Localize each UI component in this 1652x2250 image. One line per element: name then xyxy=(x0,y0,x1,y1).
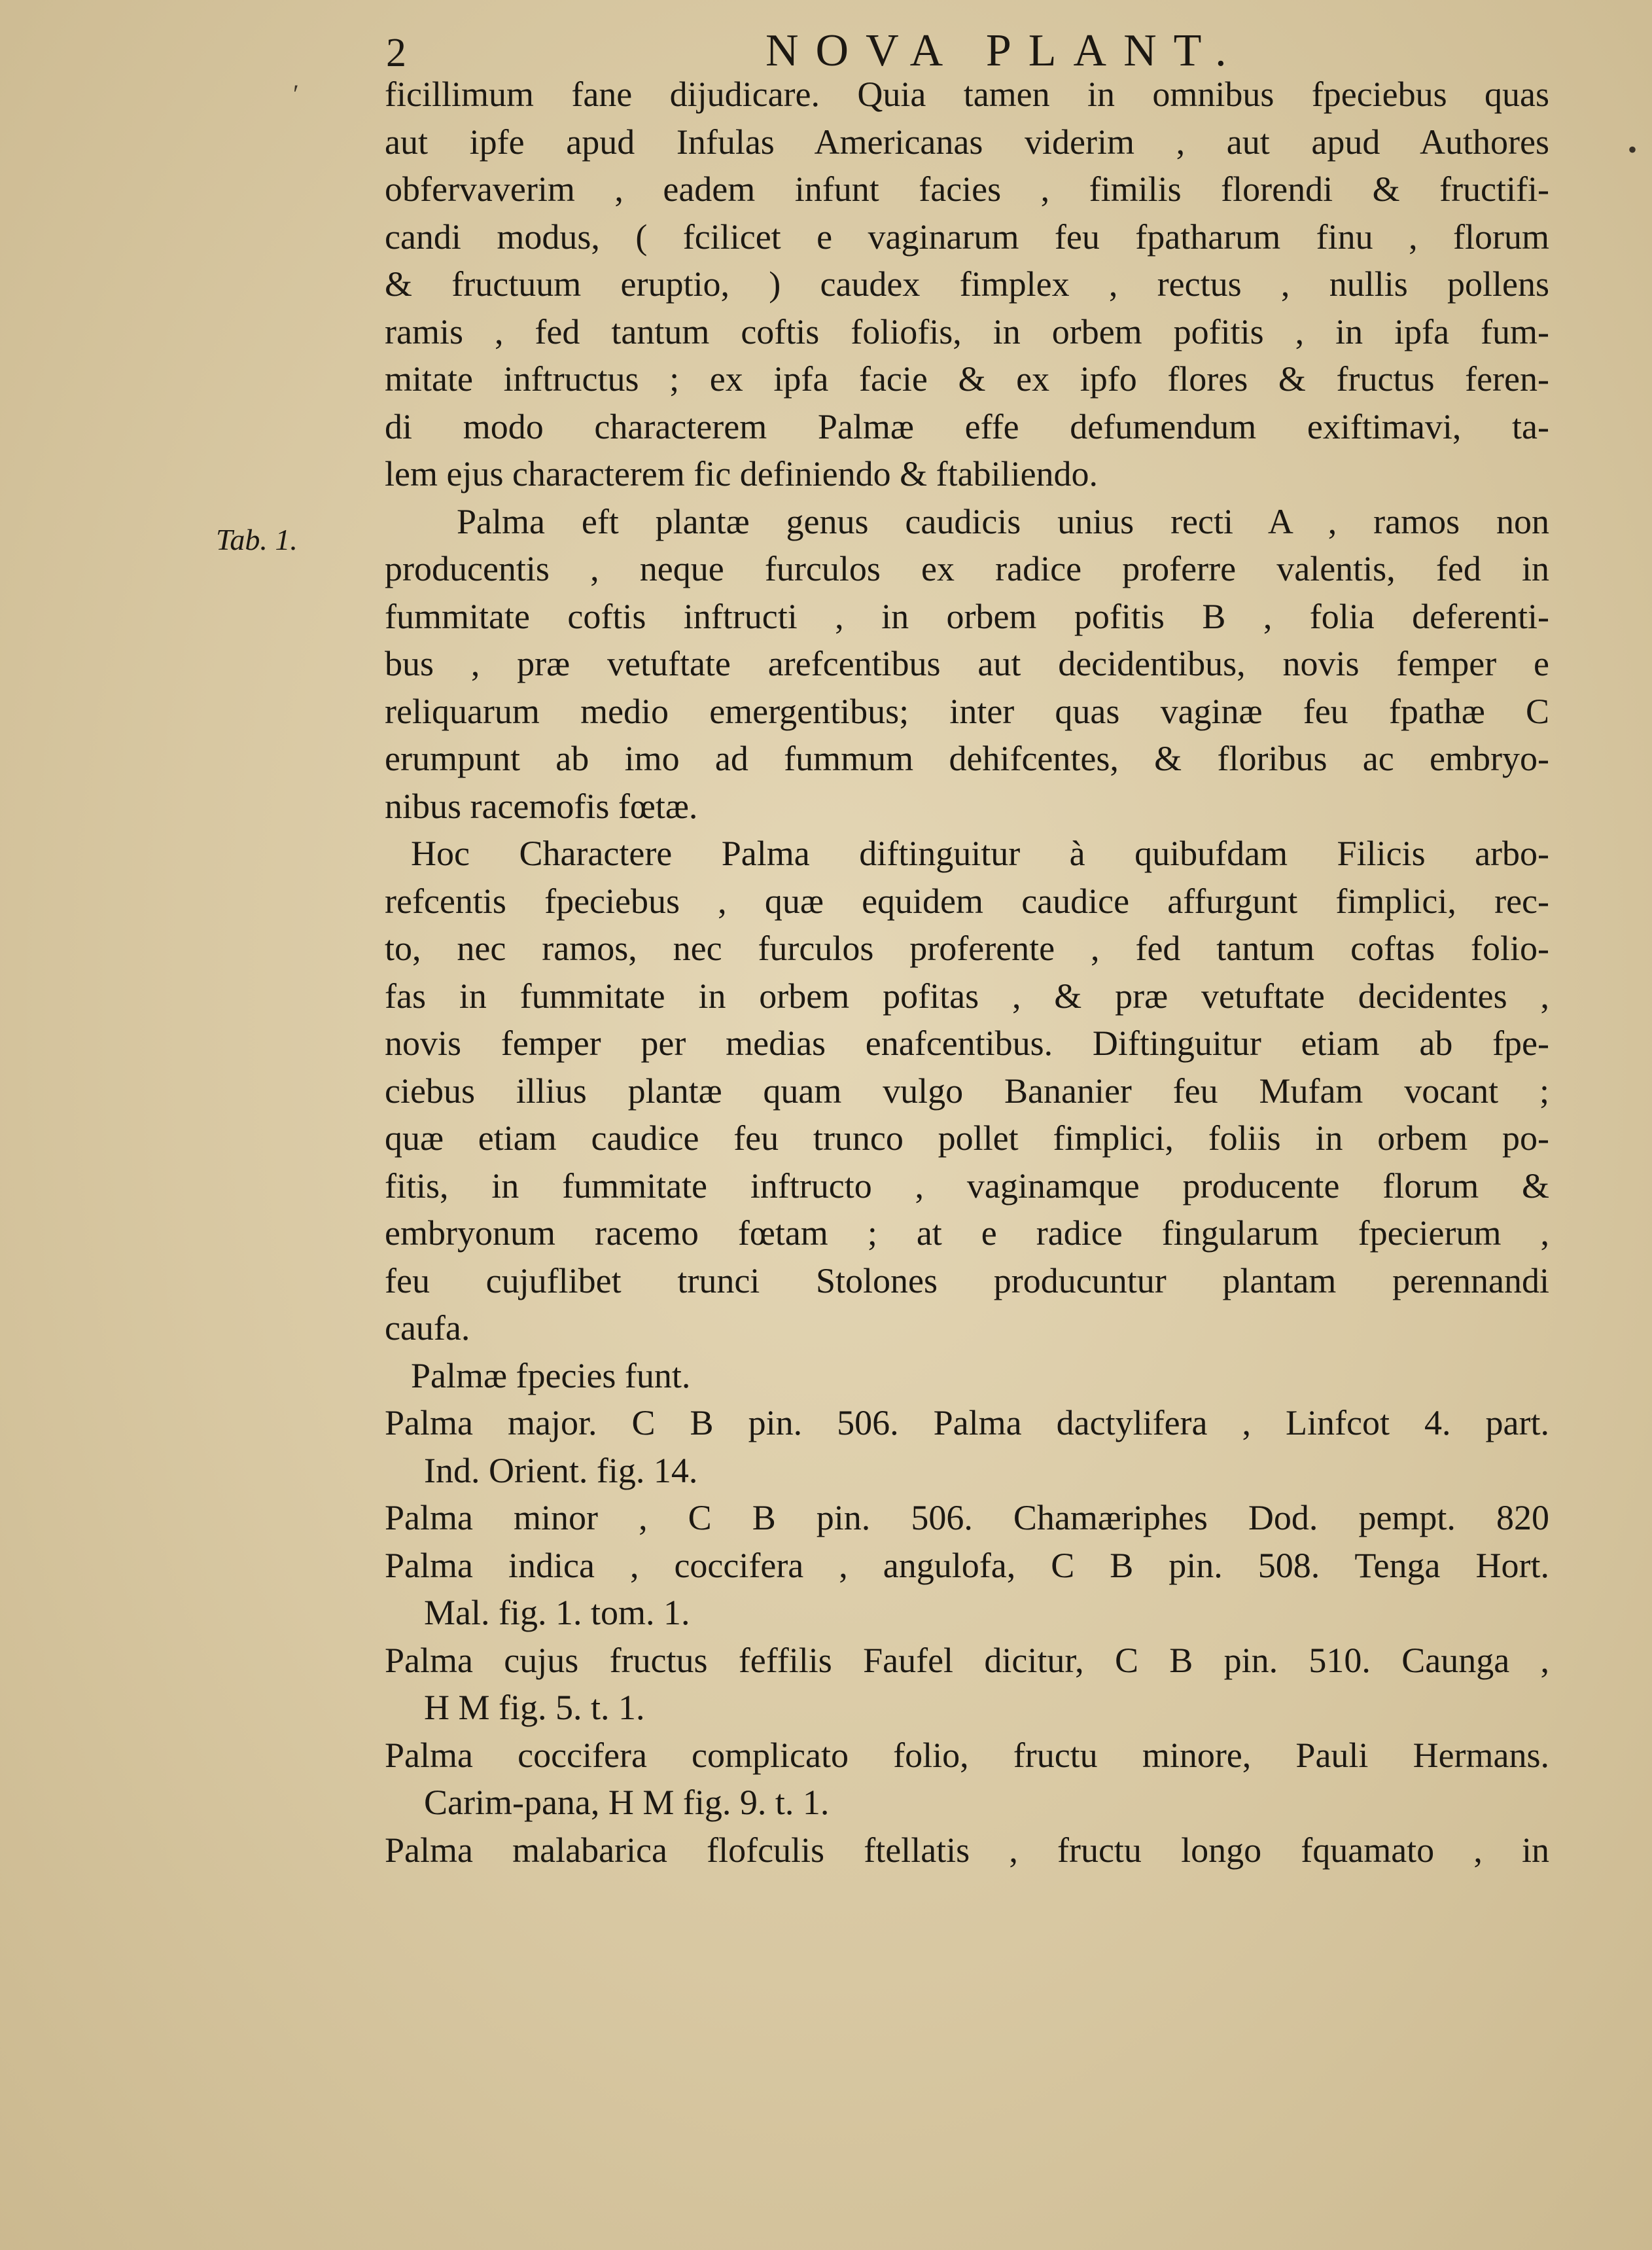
text-line: to, nec ramos, nec furculos proferente , fed tantum coftas folio- xyxy=(385,929,1549,968)
text-line: producentis , neque furculos ex radice proferre valentis, fed in xyxy=(385,549,1549,588)
text-line: bus , præ vetuftate arefcentibus aut decidentibus, novis femper e xyxy=(385,644,1549,683)
margin-dot-mark: • xyxy=(1628,135,1638,164)
text-line: caufa. xyxy=(385,1308,470,1348)
text-line: aut ipfe apud Infulas Americanas viderim , aut apud Authores xyxy=(385,122,1549,162)
text-line: nibus racemofis fœtæ. xyxy=(385,786,698,826)
text-line: obfervaverim , eadem infunt facies , fimilis florendi & fructifi- xyxy=(385,170,1549,209)
text-line: lem ejus characterem fic definiendo & ftabiliendo. xyxy=(385,454,1098,493)
text-line: ficillimum fane dijudicare. Quia tamen in omnibus fpeciebus quas xyxy=(385,75,1549,114)
species-entry-line: Palma coccifera complicato folio, fructu minore, Pauli Hermans. xyxy=(385,1735,1549,1775)
text-line: refcentis fpeciebus , quæ equidem caudice affurgunt fimplici, rec- xyxy=(385,881,1549,921)
paragraph-start-line: Hoc Charactere Palma diftinguitur à quibufdam Filicis arbo- xyxy=(411,834,1549,873)
species-entry-line: Palma indica , coccifera , angulofa, C B pin. 508. Tenga Hort. xyxy=(385,1545,1549,1585)
species-entry-continuation: H M fig. 5. t. 1. xyxy=(424,1688,645,1727)
text-line: feu cujuflibet trunci Stolones producuntur plantam perennandi xyxy=(385,1260,1549,1300)
text-line: ramis , fed tantum coftis foliofis, in orbem pofitis , in ipfa fum- xyxy=(385,312,1549,351)
text-line: candi modus, ( fcilicet e vaginarum feu fpatharum finu , florum xyxy=(385,217,1549,257)
text-line: mitate inftructus ; ex ipfa facie & ex ipfo flores & fructus feren- xyxy=(385,359,1549,399)
text-line: fas in fummitate in orbem pofitas , & præ vetuftate decidentes , xyxy=(385,976,1549,1016)
margin-tick-mark: ′ xyxy=(293,79,299,109)
text-line: fitis, in fummitate inftructo , vaginamque producente florum & xyxy=(385,1166,1549,1205)
text-line: fummitate coftis inftructi , in orbem pofitis B , folia deferenti- xyxy=(385,596,1549,636)
species-heading: Palmæ fpecies funt. xyxy=(411,1355,691,1395)
species-entry-continuation: Ind. Orient. fig. 14. xyxy=(424,1450,698,1490)
species-entry-line: Palma minor , C B pin. 506. Chamæriphes Dod. pempt. 820 xyxy=(385,1498,1549,1537)
running-title: NOVA PLANT. xyxy=(765,26,1244,76)
text-line: reliquarum medio emergentibus; inter quas vaginæ feu fpathæ C xyxy=(385,691,1549,731)
species-entry-line: Palma malabarica flofculis ftellatis , fructu longo fquamato , in xyxy=(385,1830,1549,1870)
species-entry-continuation: Mal. fig. 1. tom. 1. xyxy=(424,1593,690,1632)
margin-note-table-ref: Tab. 1. xyxy=(216,523,298,556)
body-text xyxy=(385,71,1549,1874)
text-line: embryonum racemo fœtam ; at e radice fingularum fpecierum , xyxy=(385,1213,1549,1253)
text-line: ciebus illius plantæ quam vulgo Bananier feu Mufam vocant ; xyxy=(385,1071,1549,1111)
text-line: & fructuum eruptio, ) caudex fimplex , rectus , nullis pollens xyxy=(385,264,1549,304)
paragraph-start-line: Palma eft plantæ genus caudicis unius recti A , ramos non xyxy=(457,501,1549,541)
species-entry-continuation: Carim-pana, H M fig. 9. t. 1. xyxy=(424,1783,830,1822)
species-entry-line: Palma major. C B pin. 506. Palma dactylifera , Linfcot 4. part. xyxy=(385,1403,1549,1442)
page-number: 2 xyxy=(386,31,406,75)
text-line: di modo characterem Palmæ effe defumendum exiftimavi, ta- xyxy=(385,406,1549,446)
text-line: quæ etiam caudice feu trunco pollet fimplici, foliis in orbem po- xyxy=(385,1118,1549,1158)
text-line: novis femper per medias enafcentibus. Diftinguitur etiam ab fpe- xyxy=(385,1024,1549,1063)
text-line: erumpunt ab imo ad fummum dehifcentes, & floribus ac embryo- xyxy=(385,739,1549,778)
species-entry-line: Palma cujus fructus feffilis Faufel dicitur, C B pin. 510. Caunga , xyxy=(385,1640,1549,1680)
